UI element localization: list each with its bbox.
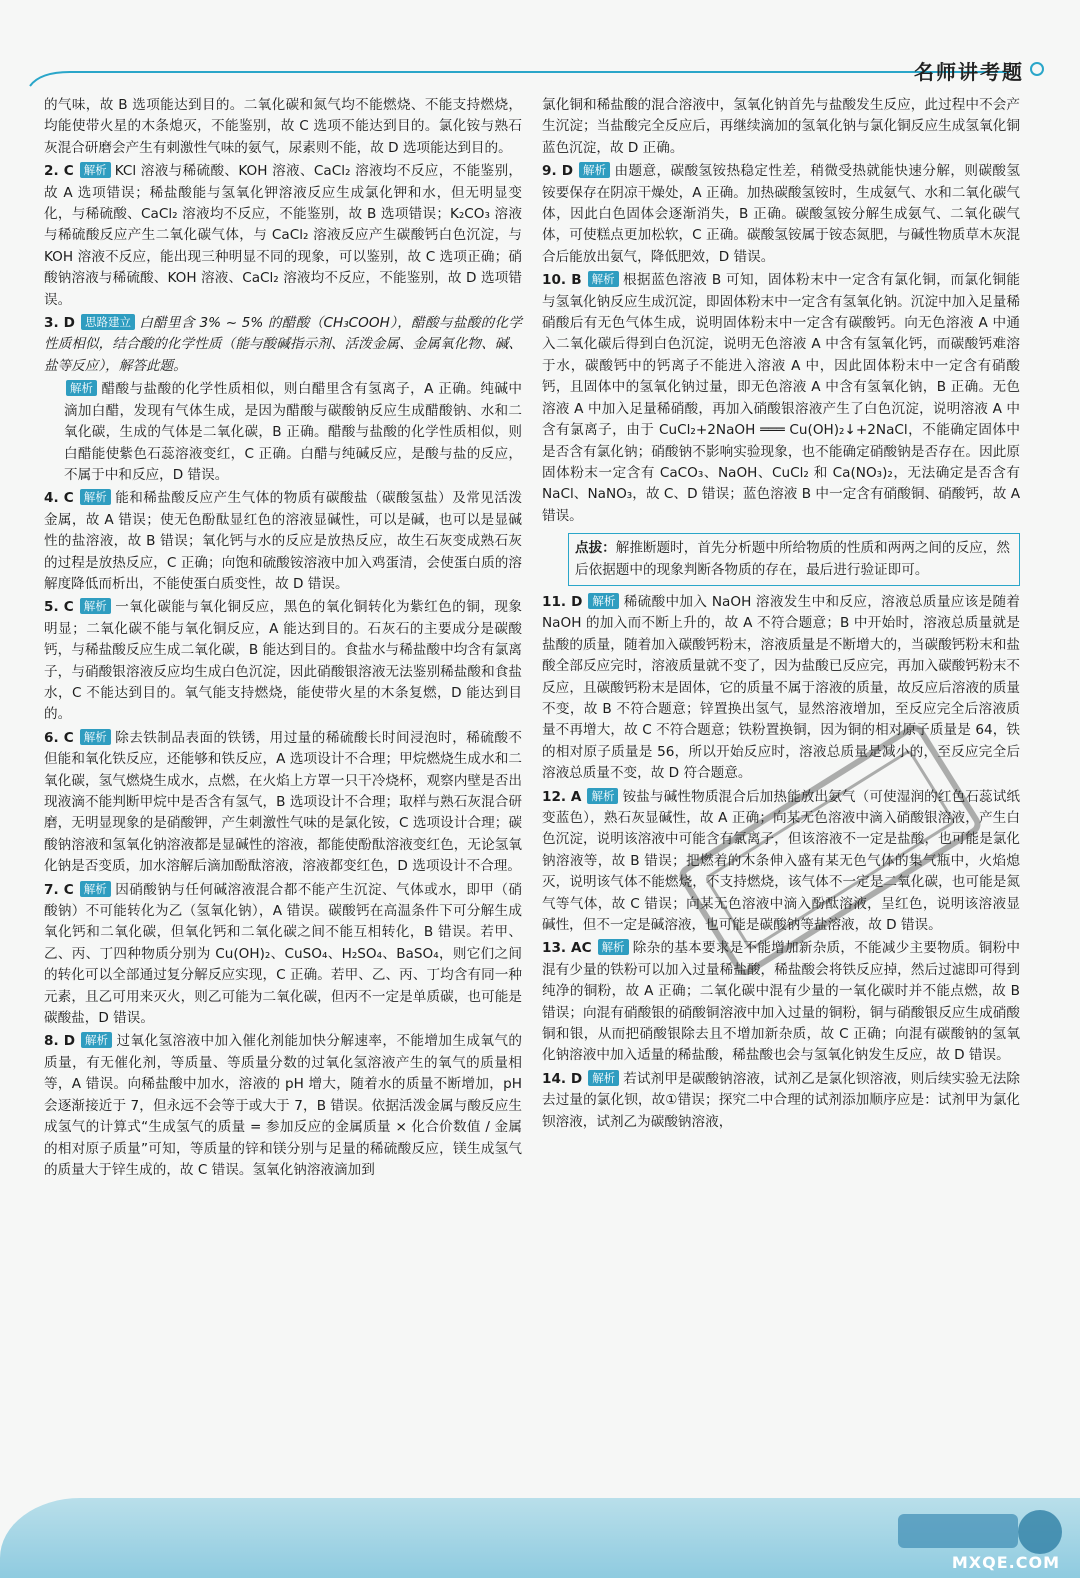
analysis-tag: 解析: [588, 271, 619, 287]
answer-text: 的气味，故 B 选项能达到目的。二氧化碳和氮气均不能燃烧、不能支持燃烧，均能使带火星的木条熄灭，不能鉴别，故 C 选项不能达到目的。氯化铵与熟石灰混合研磨会产生有刺激性气味的氨气，尿素则不能，故 D 选项能达到目的。: [44, 97, 522, 156]
answer-text: 一氧化碳能与氧化铜反应，黑色的氧化铜转化为紫红色的铜，现象明显；二氧化碳不能与氧化铜反应，A 能达到目的。石灰石的主要成分是碳酸钙，与稀盐酸反应生成二氧化碳，B 能达到目的。食盐水与稀盐酸中均含有氯离子，与硝酸银溶液反应均生成白色沉淀，因此硝酸银溶液无法鉴别稀盐酸和食盐水，C 不能达到目的。氧气能支持燃烧，能使带火星的木条复燃，D 能达到目的。: [44, 599, 522, 723]
analysis-tag: 解析: [587, 788, 618, 804]
answer-number: 2. C: [44, 163, 74, 180]
answer-text: 铵盐与碱性物质混合后加热能放出氨气（可使湿润的红色石蕊试纸变蓝色），熟石灰显碱性，故 A 正确；向某无色溶液中滴入硝酸银溶液，产生白色沉淀，说明该溶液中可能含有氯离子，但该溶液不一定是盐酸，也可能是氯化钠溶液等，故 B 错误；把燃着的木条伸入盛有某无色气体的集气瓶中，火焰熄灭，说明该气体不能燃烧，不支持燃烧，该气体不一定是二氧化碳，也可能是氮气等气体，故 C 错误；向某无色溶液中滴入酚酞溶液，呈红色，说明该溶液显碱性，但不一定是碱溶液，也可能是碳酸钠等盐溶液，故 D 错误。: [542, 788, 1020, 934]
answer-number: 7. C: [44, 881, 74, 898]
answer-entry: [44, 597, 522, 725]
analysis-tag: 解析: [588, 593, 619, 609]
answer-text: 醋酸与盐酸的化学性质相似，则白醋里含有氢离子，A 正确。纯碱中滴加白醋，发现有气体生成，是因为醋酸与碳酸钠反应生成醋酸钠、水和二氧化碳，生成的气体是二氧化碳，B 正确。醋酸与盐酸的化学性质相似，则白醋能使紫色石蕊溶液变红，C 正确。白醋与纯碱反应，是酸与盐的反应，不属于中和反应，D 错误。: [64, 381, 522, 483]
answer-entry: [44, 95, 522, 159]
answer-text: 除杂的基本要求是不能增加新杂质，不能减少主要物质。铜粉中混有少量的铁粉可以加入过量稀盐酸，稀盐酸会将铁反应掉，然后过滤即可得到纯净的铜粉，故 A 正确；二氧化碳中混有少量的一氧化碳时并不能点燃，故 B 错误；向混有硝酸银的硝酸铜溶液中加入过量的铜粉，铜与硝酸银反应生成硝酸铜和银，从而把硝酸银除去且不增加新杂质，故 C 正确；向混有碳酸钠的氢氧化钠溶液中加入适量的稀盐酸，稀盐酸也会与氢氧化钠发生反应，故 D 错误。: [542, 940, 1021, 1064]
tip-label: 点拔：: [575, 540, 616, 557]
answer-number: 8. D: [44, 1033, 76, 1050]
answer-number: 5. C: [44, 599, 74, 616]
analysis-tag: 解析: [80, 598, 111, 614]
answer-entry: [44, 379, 522, 486]
analysis-tag: 解析: [579, 162, 610, 178]
tip-text: 解推断题时，首先分析题中所给物质的性质和两两之间的反应，然后依据题中的现象判断各物质的存在，最后进行验证即可。: [575, 540, 1010, 578]
answer-text: 因硝酸钠与任何碱溶液混合都不能产生沉淀、气体或水，即甲（硝酸钠）不可能转化为乙（氢氧化钠），A 错误。碳酸钙在高温条件下可分解生成氧化钙和二氧化碳，但氧化钙和二氧化碳之间不能互相转化，B 错误。若甲、乙、丙、丁四种物质分别为 Cu(OH)₂、CuSO₄、H₂SO₄、BaSO₄，则它们之间的转化可以全部通过复分解反应实现，C 正确。若甲、乙、丙、丁均含有同一种元素，且乙可用来灭火，则乙可能为二氧化碳，但丙不一定是单质碳，也可能是碳酸盐，D 错误。: [44, 881, 522, 1027]
stamp-watermark-icon: [630, 720, 1030, 980]
answer-entry: [542, 270, 1020, 527]
answer-number: 14. D: [542, 1070, 583, 1087]
answer-number: 6. C: [44, 729, 74, 746]
tip-box: [568, 533, 1020, 586]
page-header: [0, 0, 1080, 92]
analysis-tag: 解析: [80, 489, 111, 505]
answer-text: 由题意，碳酸氢铵热稳定性差，稍微受热就能快速分解，则碳酸氢铵要保存在阴凉干燥处，A 正确。加热碳酸氢铵时，生成氨气、水和二氧化碳气体，因此白色固体会逐渐消失，B 正确。碳酸氢铵分解生成氨气、二氧化碳气体，可使糕点更加松软，C 正确。碳酸氢铵属于铵态氮肥，与碱性物质草木灰混合后能放出氨气，降低肥效，D 错误。: [542, 163, 1020, 265]
answer-entry: [44, 161, 522, 311]
analysis-tag: 解析: [66, 380, 97, 396]
answer-number: 3. D: [44, 315, 75, 332]
answer-entry: [44, 313, 522, 377]
analysis-tag: 解析: [80, 162, 111, 178]
header-title: 名师讲考题: [914, 60, 1024, 84]
answer-text: 稀硫酸中加入 NaOH 溶液发生中和反应，溶液总质量应该是随着 NaOH 的加入而不断上升的，故 A 不符合题意；B 中开始时，溶液总质量就是盐酸的质量，随着加入碳酸钙粉末，溶液质量是不断增大的，当碳酸钙粉末和盐酸全部反应完时，溶液质量就不变了，因为盐酸已反应完，再加入碳酸钙粉末不反应，且碳酸钙粉末是固体，它的质量不属于溶液的质量，故反应后溶液的质量不变，故 B 不符合题意；锌置换出氢气，显然溶液增加，至反应完全后溶液质量不再增大，故 C 不符合题意；铁粉置换铜，因为铜的相对原子质量是 64，铁的相对原子质量是 56，所以开始反应时，溶液总质量是减小的，至反应完全后溶液总质量不变，故 D 符合题意。: [542, 593, 1020, 782]
analysis-tag: 解析: [588, 1070, 619, 1086]
answer-entry: [44, 728, 522, 878]
answer-text: 根据蓝色溶液 B 可知，固体粉末中一定含有氯化铜，而氯化铜能与氢氧化钠反应生成沉淀，即固体粉末中一定含有氢氧化钠。沉淀中加入足量稀硝酸后有无色气体生成，说明固体粉末中一定含有碳酸钙。向无色溶液 A 中通入二氧化碳后得到白色沉淀，说明无色溶液 A 中含有氢氧化钙，而碳酸钙难溶于水，碳酸钙中的钙离子不能进入溶液 A 中，因此固体粉末中一定含有硝酸钙，且固体中的氢氧化钠过量，即无色溶液 A 中含有氢氧化钠，B 正确。无色溶液 A 中加入足量稀硝酸，再加入硝酸银溶液产生了白色沉淀，说明溶液 A 中含有氯离子，由于 CuCl₂+2NaOH ═══ Cu(OH)₂↓+2NaCl，不能确定固体中是否含有氯化钠；硝酸钠不影响实验现象，也不能确定硝酸钠是否存在。因此原固体粉末一定含有 CaCO₃、NaOH、CuCl₂ 和 Ca(NO₃)₂，无法确定是否含有 NaCl、NaNO₃，故 C、D 错误；蓝色溶液 B 中一定含有硝酸铜、硝酸钙，故 A 错误。: [542, 272, 1020, 524]
answer-number: 12. A: [542, 788, 582, 805]
analysis-tag: 解析: [80, 729, 111, 745]
analysis-tag: 解析: [598, 939, 629, 955]
answer-number: 4. C: [44, 490, 74, 507]
answer-text: 氯化铜和稀盐酸的混合溶液中，氢氧化钠首先与盐酸发生反应，此过程中不会产生沉淀；当盐酸完全反应后，再继续滴加的氢氧化钠与氯化铜反应生成氢氧化铜蓝色沉淀，故 D 正确。: [542, 97, 1020, 156]
answer-entry: [542, 161, 1020, 268]
answer-entry: [44, 1031, 522, 1181]
header-dot-icon: [1030, 62, 1044, 76]
answer-number: 9. D: [542, 163, 574, 180]
answer-text: 过氧化氢溶液中加入催化剂能加快分解速率，不能增加生成氧气的质量，有无催化剂，等质量、等质量分数的过氧化氢溶液产生的氧气的质量相等，A 错误。向稀盐酸中加水，溶液的 pH 增大，随着水的质量不断增加，pH 会逐渐接近于 7，但永远不会等于或大于 7，B 错误。依据活泼金属与酸反应生成氢气的计算式“生成氢气的质量 = 参加反应的金属质量 × 化合价数值 / 金属的相对原子质量”可知，等质量的锌和镁分别与足量的稀硫酸反应，镁生成氢气的质量大于锌生成的，故 C 错误。氢氧化钠溶液滴加到: [44, 1033, 522, 1178]
analysis-tag: 思路建立: [81, 314, 135, 330]
answer-text: KCl 溶液与稀硫酸、KOH 溶液、CaCl₂ 溶液均不反应，不能鉴别，故 A 选项错误；稀盐酸能与氢氧化钾溶液反应生成氯化钾和水，但无明显变化，与稀硫酸、CaCl₂ 溶液均不反应，不能鉴别，故 B 选项错误；K₂CO₃ 溶液与稀硫酸反应产生二氧化碳气体，与 CaCl₂ 溶液反应产生碳酸钙白色沉淀，与 KOH 溶液不反应，能出现三种明显不同的现象，可以鉴别，故 C 选项正确；硝酸钠溶液与稀硫酸、KOH 溶液、CaCl₂ 溶液均不反应，不能鉴别，故 D 选项错误。: [44, 163, 522, 308]
page-footer: [0, 1498, 1080, 1578]
answer-text: 若试剂甲是碳酸钠溶液，试剂乙是氯化钡溶液，则后续实验无法除去过量的氯化钡，故①错误；探究二中合理的试剂添加顺序应是：试剂甲为氯化钡溶液，试剂乙为碳酸钠溶液，: [542, 1070, 1020, 1130]
answer-entry: [44, 880, 522, 1030]
answer-text: 白醋里含 3% ~ 5% 的醋酸（CH₃COOH），醋酸与盐酸的化学性质相似，结合酸的化学性质（能与酸碱指示剂、活泼金属、金属氧化物、碱、盐等反应），解答此题。: [44, 315, 523, 374]
answer-entry: [542, 1069, 1020, 1133]
answer-number: 13. AC: [542, 940, 592, 957]
answer-number: 10. B: [542, 272, 582, 289]
answer-entry: [542, 95, 1020, 159]
answer-text: 除去铁制品表面的铁锈，用过量的稀硫酸长时间浸泡时，稀硫酸不但能和氧化铁反应，还能够和铁反应，A 选项设计不合理；甲烷燃烧生成水和二氧化碳，氢气燃烧生成水，点燃，在火焰上方罩一只干冷烧杯，观察内壁是否出现液滴不能判断甲烷中是否含有氢气，B 选项设计不合理；取样与熟石灰混合研磨，无明显现象的是硝酸钾，产生刺激性气味的是氯化铵，C 选项设计合理；碳酸钠溶液和氢氧化钠溶液都是显碱性的溶液，都能使酚酞溶液变红色，无论氢氧化钠是否变质，加水溶解后滴加酚酞溶液，溶液都变红色，D 选项设计不合理。: [44, 729, 522, 875]
answer-text: 能和稀盐酸反应产生气体的物质有碳酸盐（碳酸氢盐）及常见活泼金属，故 A 错误；使无色酚酞显红色的溶液显碱性，可以是碱，也可以是显碱性的盐溶液，故 B 错误；氧化钙与水的反应是放热反应，故生石灰变成熟石灰的过程是放热反应，C 正确；向饱和硫酸铵溶液中加入鸡蛋清，会使蛋白质的溶解度降低而析出，不能使蛋白质变性，故 D 错误。: [44, 490, 522, 592]
left-column: [44, 95, 522, 1183]
watermark-text: MXQE.COM: [951, 1553, 1060, 1572]
analysis-tag: 解析: [81, 1032, 112, 1048]
answer-entry: [44, 488, 522, 595]
analysis-tag: 解析: [80, 881, 111, 897]
answer-number: 11. D: [542, 593, 583, 610]
